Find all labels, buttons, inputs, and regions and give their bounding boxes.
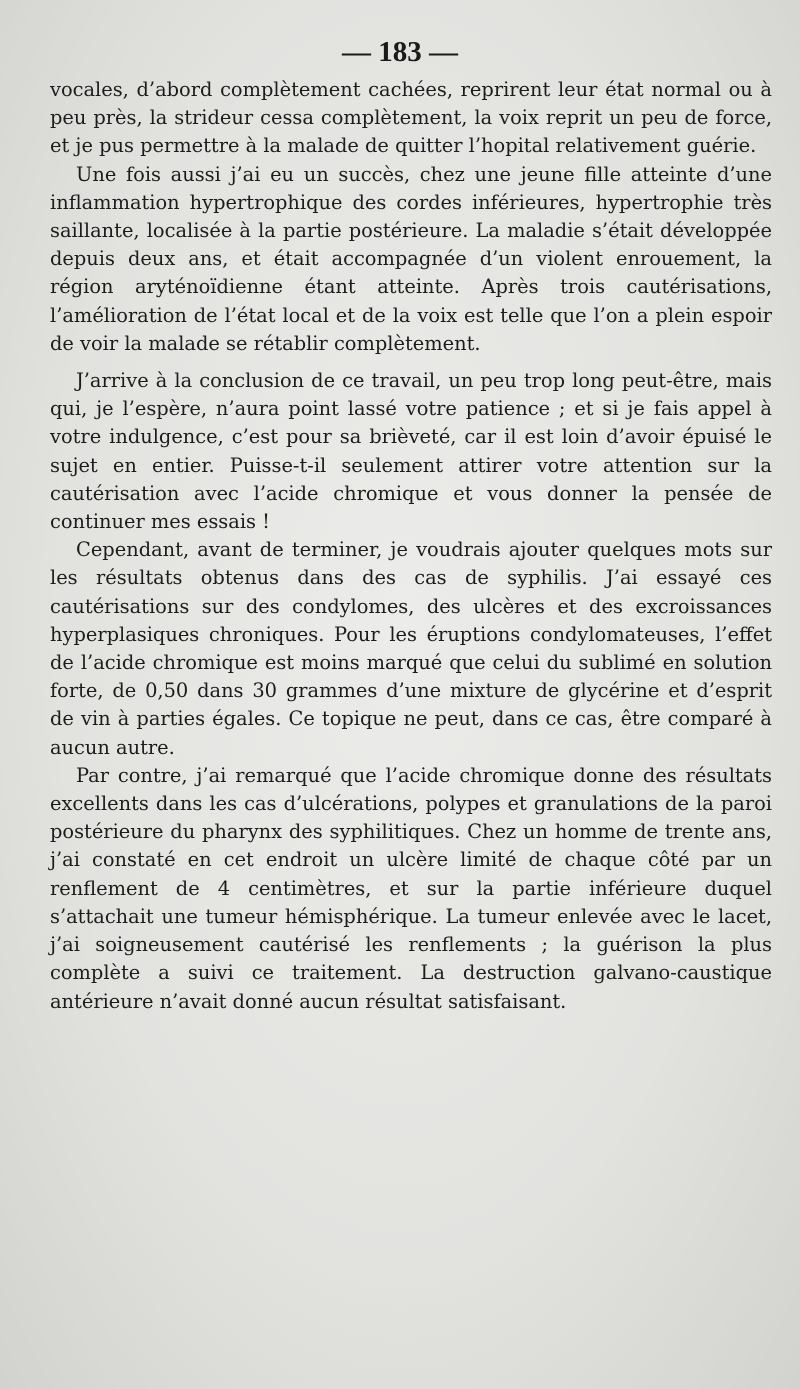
paragraph-conclusion: J’arrive à la conclusion de ce travail, un peu trop long peut-être, mais qui, je l’espère, n’aura point lassé votre patience ; et si je fais appel à votre indulgence, c’est pour sa brièveté, car il est loin d’avoir épuisé le sujet en entier. Puisse-t-il seulement attirer votre attention sur la cautérisation avec l’acide chromique et vous donner la pensée de continuer mes essais ! [50,369,772,534]
page-number: — 183 — [342,36,458,68]
paragraph-case-jeune-fille: Une fois aussi j’ai eu un succès, chez une jeune fille atteinte d’une inflammation hypertrophique des cordes inférieures, hypertrophie très saillante, localisée à la partie postérieure. La maladie s’était développée depuis deux ans, et était accompagnée d’un violent enrouement, la région aryténoïdienne étant atteinte. Après trois cautérisations, l’amélioration de l’état local et de la voix est telle que l’on a plein espoir de voir la malade se rétablir complètement. [50,162,772,355]
paragraph-par-contre: Par contre, j’ai remarqué que l’acide chromique donne des résultats excellents dans les cas d’ulcérations, polypes et granulations de la paroi postérieure du pharynx des syphilitiques. Chez un homme de trente ans, j’ai constaté en cet endroit un ulcère limité de chaque côté par un renflement de 4 centimètres, et sur la partie inférieure duquel s’attachait une tumeur hémisphérique. La tumeur enlevée avec le lacet, j’ai soigneusement cautérisé les renflements ; la guérison la plus complète a suivi ce traitement. La destruction galvano-caustique antérieure n’avait donné aucun résultat satisfaisant. [50,763,772,1013]
paragraph-syphilis: Cependant, avant de terminer, je voudrais ajouter quelques mots sur les résultats obtenus dans des cas de syphilis. J’ai essayé ces cautérisations sur des condylomes, des ulcères et des excroissances hyperplasiques chroniques. Pour les éruptions condylomateuses, l’effet de l’acide chromique est moins marqué que celui du sublimé en solution forte, de 0,50 dans 30 grammes d’une mixture de glycérine et d’esprit de vin à parties égales. Ce topique ne peut, dans ce cas, être comparé à aucun autre. [50,538,772,759]
body-text [50,76,772,1016]
paragraph-continuation: vocales, d’abord complètement cachées, reprirent leur état normal ou à peu près, la strideur cessa complètement, la voix reprit un peu de force, et je pus permettre à la malade de quitter l’hopital relativement guérie. [50,78,772,158]
